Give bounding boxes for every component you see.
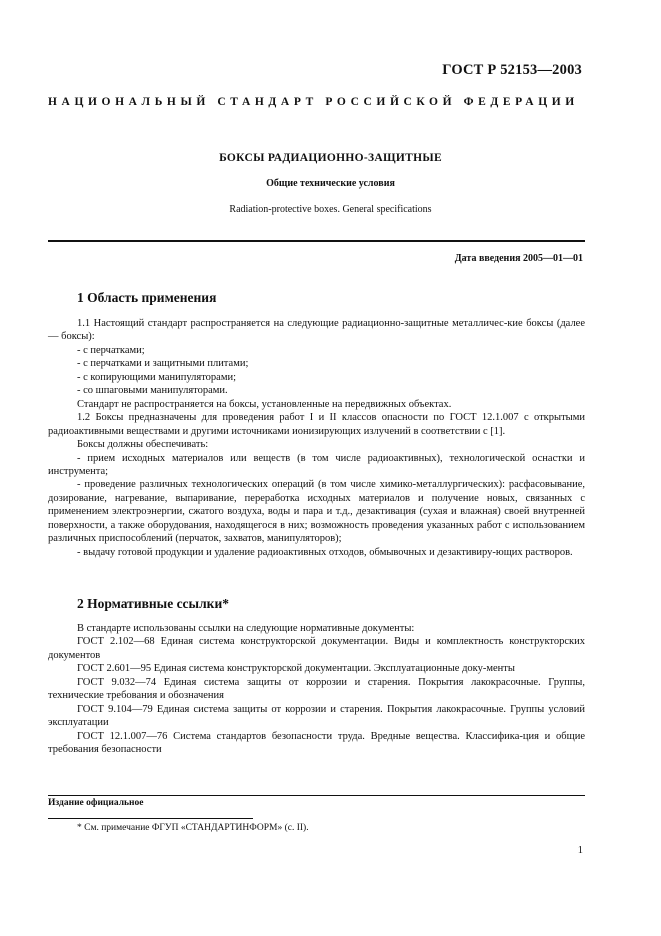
introduction-date: Дата введения 2005—01—01 [454, 253, 583, 264]
list-item: - с копирующими манипуляторами; [77, 371, 237, 383]
page-number: 1 [577, 845, 583, 856]
section-1-body [48, 317, 585, 559]
document-title: БОКСЫ РАДИАЦИОННО-ЗАЩИТНЫЕ [219, 152, 442, 164]
list-item: - с перчатками; [77, 344, 145, 356]
document-subtitle: Общие технические условия [266, 178, 395, 189]
reference-item: ГОСТ 9.032—74 Единая система защиты от коррозии и старения. Покрытия лакокрасочные. Группы, технические требования и обозначения [48, 676, 585, 702]
paragraph: Стандарт не распространяется на боксы, установленные на передвижных объектах. [77, 398, 452, 410]
list-item: - со шпаговыми манипуляторами. [77, 385, 228, 397]
section-2-body [48, 622, 585, 757]
paragraph: В стандарте использованы ссылки на следующие нормативные документы: [77, 623, 415, 634]
english-title: Radiation-protective boxes. General specifications [229, 204, 432, 215]
reference-item: ГОСТ 9.104—79 Единая система защиты от коррозии и старения. Покрытия лакокрасочные. Группы условий эксплуатации [48, 703, 585, 729]
list-item: - прием исходных материалов или веществ (в том числе радиоактивных), технологической оснастки и инструмента; [48, 452, 585, 477]
reference-item: ГОСТ 2.601—95 Единая система конструкторской документации. Эксплуатационные доку-менты [77, 663, 515, 675]
official-edition-label: Издание официальное [48, 798, 144, 808]
reference-item: ГОСТ 12.1.007—76 Система стандартов безопасности труда. Вредные вещества. Классифика-ция и общие требования безопасности [48, 730, 585, 756]
footnote-divider [48, 818, 253, 819]
national-standard-banner: НАЦИОНАЛЬНЫЙ СТАНДАРТ РОССИЙСКОЙ ФЕДЕРАЦИИ [48, 96, 579, 108]
list-item: - выдачу готовой продукции и удаление радиоактивных отходов, обмывочных и дезактивиру-ющих растворов. [77, 546, 573, 558]
footnote: * См. примечание ФГУП «СТАНДАРТИНФОРМ» (с. II). [77, 823, 309, 833]
footer-divider [48, 795, 585, 796]
paragraph: 1.2 Боксы предназначены для проведения работ I и II классов опасности по ГОСТ 12.1.007 с открытыми радиоактивными веществами и другими источниками ионизирующих излучений в соответствии с [1]. [48, 412, 585, 437]
section-2-heading: 2 Нормативные ссылки* [77, 596, 229, 611]
list-item: - проведение различных технологических операций (в том числе химико-металлургических): расфасовывание, дозирование, нагревание, выпаривание, переработка исходных материалов и получение новых, связанных с применением электроэнергии, сжатого воздуха, воды и пара и т.д., дезактивация (сухая и влажная) своей внутренней поверхности, а также оборудования, находящегося в них; возможность проведения указанных работ с использованием различных приспособлений (перчаток, захватов, манипуляторов); [48, 479, 585, 545]
section-1-heading: 1 Область применения [77, 290, 217, 305]
paragraph: Боксы должны обеспечивать: [77, 439, 209, 451]
paragraph: 1.1 Настоящий стандарт распространяется на следующие радиационно-защитные металличес-кие боксы (далее — боксы): [48, 318, 585, 343]
reference-item: ГОСТ 2.102—68 Единая система конструкторской документации. Виды и комплектность конструкторских документов [48, 636, 585, 661]
standard-number: ГОСТ Р 52153—2003 [442, 62, 582, 78]
header-divider [48, 240, 585, 242]
list-item: - с перчатками и защитными плитами; [77, 358, 249, 370]
